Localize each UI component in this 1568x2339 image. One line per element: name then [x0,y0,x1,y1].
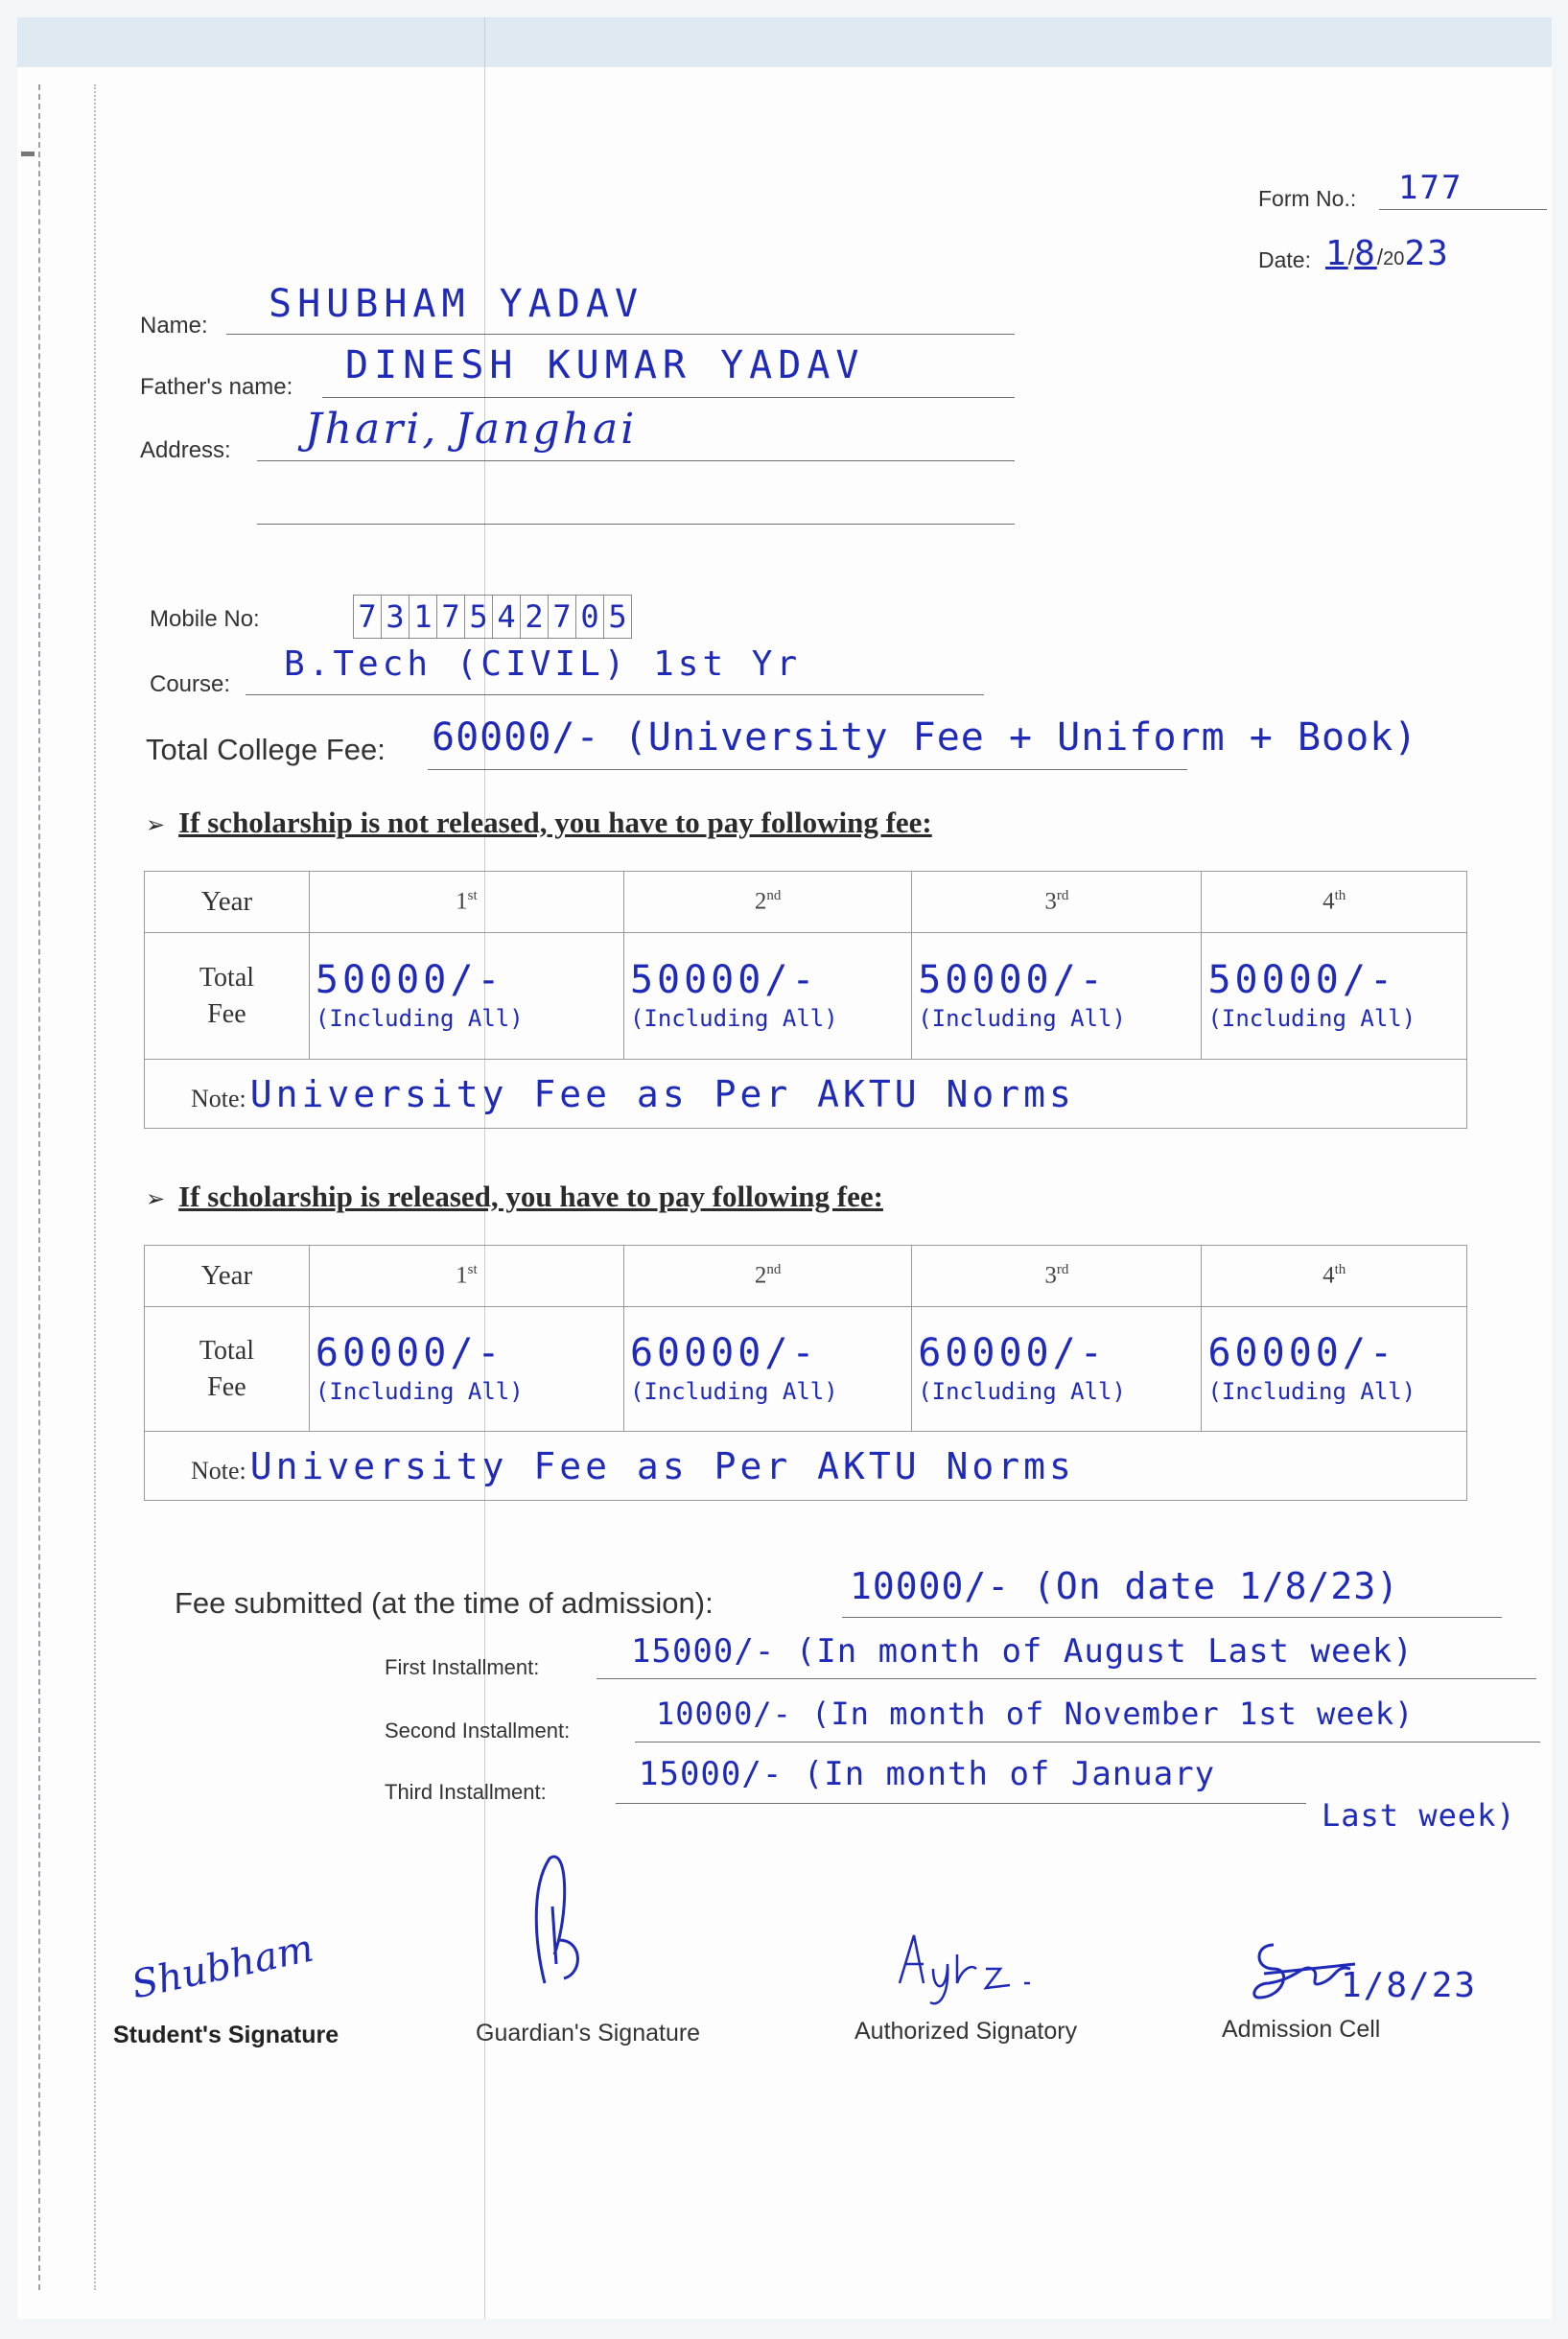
father-name-value: DINESH KUMAR YADAV [345,343,865,387]
third-installment-value-2: Last week) [1322,1797,1516,1834]
address-value: Jhari, Janghai [305,405,638,454]
binding-margin [38,84,96,2290]
fee-amount: 50000/- [918,957,1107,1002]
row-label-line-1: Total [199,962,255,993]
year-col-2 [623,872,911,933]
year-num: 2 [754,888,767,915]
fee-amount: 60000/- [918,1330,1107,1375]
fee-including: (Including All) [918,1377,1126,1405]
student-signature-label: Student's Signature [113,2022,339,2048]
year-num: 1 [456,1262,468,1289]
third-installment-line [616,1803,1306,1804]
address-line-2 [257,524,1015,525]
fee-cell-year-2 [623,1307,911,1432]
father-name-line [322,397,1015,398]
fee-amount: 50000/- [629,957,819,1002]
total-college-fee-value: 60000/- (University Fee + Uniform + Book) [432,715,1418,760]
course-value: B.Tech (CIVIL) 1st Yr [284,644,802,684]
course-label: Course: [150,671,231,697]
third-installment-label: Third Installment: [385,1780,547,1804]
address-line-1 [257,460,1015,461]
fee-amount: 60000/- [1207,1330,1397,1375]
third-installment-value: 15000/- (In month of January [639,1755,1216,1793]
fee-amount: 50000/- [1207,957,1397,1002]
fee-including: (Including All) [1207,1377,1416,1405]
year-col-3 [912,1246,1202,1307]
fee-including: (Including All) [918,1004,1126,1032]
authorized-signatory-label: Authorized Signatory [854,2018,1078,2045]
section-not-released-heading [146,806,932,840]
address-label: Address: [140,437,231,463]
mobile-digit: 7 [548,595,576,639]
section-heading-text: If scholarship is not released, you have to pay following fee: [178,806,932,839]
mobile-digit: 7 [353,595,382,639]
fee-cell-year-1 [309,1307,623,1432]
date-month: 8 [1354,234,1377,273]
fee-cell-year-3 [912,1307,1202,1432]
first-installment-label: First Installment: [385,1655,540,1679]
year-col-2 [623,1246,911,1307]
fee-including: (Including All) [315,1377,524,1405]
fee-amount: 60000/- [629,1330,819,1375]
year-sup: st [467,1262,478,1278]
fee-submitted-label: Fee submitted (at the time of admission): [175,1586,714,1620]
fee-cell-year-3 [912,933,1202,1060]
form-no-label: Form No.: [1258,186,1357,211]
section-released-heading [146,1180,883,1214]
fee-submitted-line [842,1617,1502,1618]
year-num: 4 [1322,888,1335,915]
fee-including: (Including All) [629,1004,838,1032]
fee-amount: 60000/- [315,1330,504,1375]
note-label: Note: [191,1456,246,1485]
year-num: 4 [1322,1262,1335,1289]
fee-submitted-value: 10000/- (On date 1/8/23) [850,1565,1400,1607]
year-num: 1 [456,888,468,915]
date-label: Date: [1258,247,1311,272]
fee-including: (Including All) [315,1004,524,1032]
name-value: SHUBHAM YADAV [269,282,644,326]
total-college-fee-line [428,769,1187,770]
note-label: Note: [191,1084,246,1112]
year-sup: nd [766,1262,782,1278]
total-college-fee-label: Total College Fee: [146,733,386,766]
year-sup: rd [1056,1262,1069,1278]
form-no-line [1379,209,1547,210]
year-col-3 [912,872,1202,933]
mobile-digit: 5 [603,595,632,639]
course-line [246,694,984,695]
row-label-line-2: Fee [207,1371,246,1402]
date-value [1325,234,1450,273]
fee-table-not-released [144,871,1467,1129]
date-sep-1: / [1347,245,1355,269]
fee-including: (Including All) [1207,1004,1416,1032]
fee-amount: 50000/- [315,957,504,1002]
punch-mark [21,152,35,156]
date-year-suffix: 23 [1404,234,1450,273]
total-fee-row-label [145,933,310,1060]
note-value: University Fee as Per AKTU Norms [249,1072,1075,1115]
arrow-bullet-icon: ➢ [146,1187,166,1212]
mobile-digit: 0 [575,595,604,639]
mobile-digit: 4 [492,595,521,639]
name-line [226,334,1015,335]
year-num: 3 [1044,1262,1057,1289]
second-installment-label: Second Installment: [385,1719,571,1743]
year-sup: nd [766,888,782,904]
mobile-digit: 3 [381,595,410,639]
year-sup: st [467,888,478,904]
date-day: 1 [1325,234,1348,273]
mobile-digit: 2 [520,595,549,639]
mobile-digit: 1 [409,595,437,639]
fee-cell-year-2 [623,933,911,1060]
total-fee-row-label [145,1307,310,1432]
admission-form-sheet [17,17,1552,2319]
year-header: Year [145,872,310,933]
father-name-label: Father's name: [140,374,293,400]
name-label: Name: [140,313,208,339]
admission-cell-label: Admission Cell [1222,2016,1381,2043]
student-signature-mark: Shubham [128,1926,317,2008]
fee-cell-year-4 [1202,1307,1467,1432]
note-row [145,1432,1467,1501]
year-col-4 [1202,1246,1467,1307]
fee-including: (Including All) [629,1377,838,1405]
mobile-label: Mobile No: [150,606,260,632]
guardian-signature-mark [516,1849,602,1993]
guardian-signature-label: Guardian's Signature [476,2020,701,2047]
mobile-digit-boxes [353,595,631,639]
note-value: University Fee as Per AKTU Norms [249,1444,1075,1487]
row-label-line-1: Total [199,1335,255,1366]
fee-table-released [144,1245,1467,1501]
fee-cell-year-1 [309,933,623,1060]
authorized-signatory-mark [880,1926,1053,2012]
form-no-value: 177 [1398,169,1463,207]
arrow-bullet-icon: ➢ [146,813,166,838]
fee-cell-year-4 [1202,933,1467,1060]
year-sup: th [1334,888,1346,904]
note-row [145,1060,1467,1129]
year-num: 3 [1044,888,1057,915]
mobile-digit: 7 [436,595,465,639]
first-installment-value: 15000/- (In month of August Last week) [631,1632,1414,1671]
year-col-1 [309,1246,623,1307]
scan-top-band [17,17,1552,67]
second-installment-value: 10000/- (In month of November 1st week) [656,1696,1415,1732]
year-col-4 [1202,872,1467,933]
year-col-1 [309,872,623,933]
admission-cell-date: 1/8/23 [1341,1966,1478,2005]
date-year-prefix: 20 [1383,248,1405,269]
year-header: Year [145,1246,310,1307]
date-sep-2: / [1376,245,1384,269]
year-num: 2 [754,1262,767,1289]
second-installment-line [635,1742,1540,1743]
first-installment-line [597,1678,1536,1679]
year-sup: rd [1056,888,1069,904]
mobile-digit: 5 [464,595,493,639]
section-heading-text: If scholarship is released, you have to pay following fee: [178,1180,883,1213]
row-label-line-2: Fee [207,998,246,1029]
year-sup: th [1334,1262,1346,1278]
